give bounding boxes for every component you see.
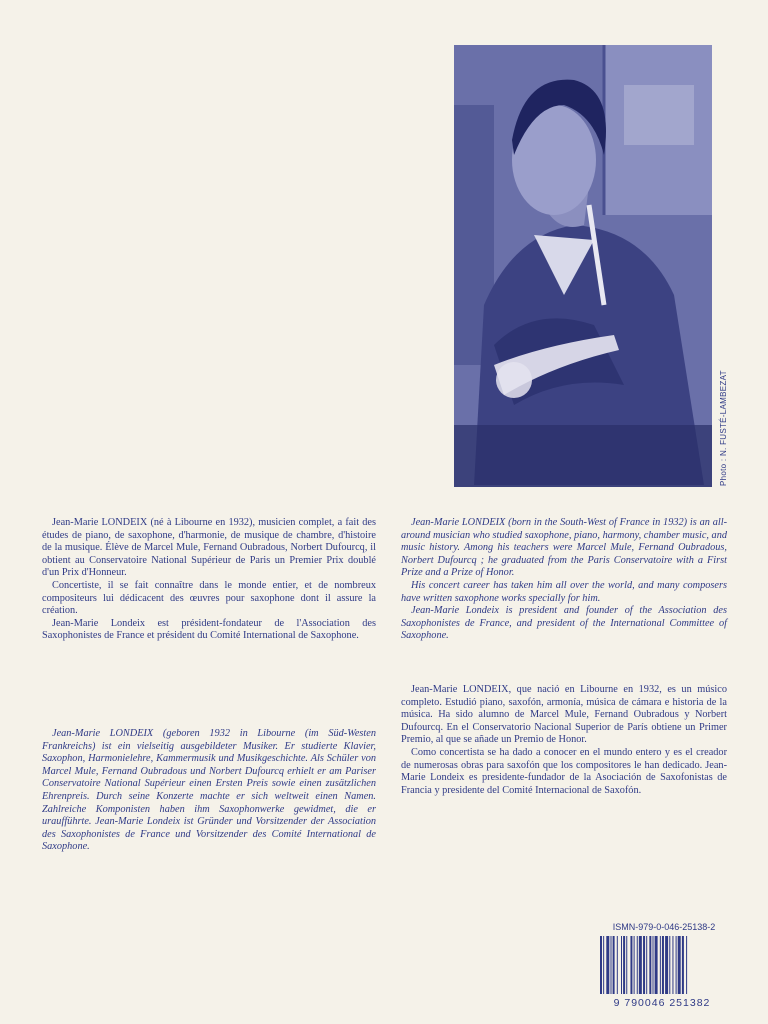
bio-paragraph: Jean-Marie LONDEIX (né à Libourne en 1932), musicien complet, a fait des études de piano, de saxophone, d'harmonie, de musique de chambre, d'histoire de la musique. Élève de Marcel Mule, Fernand Oubradous, Norbert Dufourcq, il obtient au Conservatoire National Supérieur de Paris un Premier Prix doublé d'un Prix d'Honneur. [42, 517, 376, 579]
bio-paragraph: Jean-Marie Londeix est président-fondateur de l'Association des Saxophonistes de France et président du Comité International de Saxophone. [42, 617, 376, 642]
bio-paragraph: Jean-Marie Londeix is president and founder of the Association des Saxophonistes de France, and president of the International Committee of Saxophone. [401, 605, 727, 642]
bio-french [42, 517, 376, 643]
barcode [598, 936, 730, 994]
bio-paragraph: Como concertista se ha dado a conocer en el mundo entero y es el creador de numerosas obras para saxofón que los compositores le han dedicado. Jean-Marie Londeix es presidente-fundador de la Asociación de Saxofonistas de Francia y presidente del Comité Internacional de Saxofón. [401, 746, 727, 796]
portrait-photo [454, 45, 712, 487]
saxophonist-portrait-illustration [454, 45, 712, 487]
bio-paragraph: Concertiste, il se fait connaître dans le monde entier, et de nombreux compositeurs lui dédicacent des œuvres pour saxophone dont il assure la création. [42, 579, 376, 617]
bio-paragraph: His concert career has taken him all over the world, and many composers have written saxophone works specially for him. [401, 579, 727, 604]
ismn-number: ISMN-979-0-046-25138-2 [612, 922, 716, 932]
bio-english [401, 517, 727, 643]
bio-paragraph: Jean-Marie LONDEIX, que nació en Libourne en 1932, es un músico completo. Estudió piano, saxofón, armonía, música de cámara e historia de la música. Ha sido alumno de Marcel Mule, Fernand Oubradous y Norbert Dufourcq. En el Conservatorio Nacional Superior de París obtiene un Primer Premio, al que se añade un Premio de Honor. [401, 684, 727, 746]
bio-paragraph: Jean-Marie LONDEIX (geboren 1932 in Libourne (im Süd-Westen Frankreichs) ist ein vielseitig ausgebildeter Musiker. Er studierte Klavier, Saxophon, Harmonielehre, Kammermusik und Musikgeschichte. Als Schüler von Marcel Mule, Fernand Oubradous und Norbert Dufourcq erhielt er am Pariser Conservatoire National Supérieur einen Ersten Preis sowie einen zusätzlichen Ehrenpreis. Durch seine Konzerte machte er sich weltweit einen Namen. Zahlreiche Komponisten haben ihm Saxophonwerke gewidmet, die er uraufführte. Jean-Marie Londeix ist Gründer und Vorsitzender der Association des Saxophonistes de France und Vorsitzender des Comité International de Saxophone. [42, 728, 376, 853]
barcode-digits: 9 790046 251382 [592, 997, 732, 1009]
bio-german [42, 728, 376, 854]
bio-spanish [401, 684, 727, 797]
photo-credit: Photo : N. FUSTÉ-LAMBEZAT [719, 370, 728, 486]
bio-paragraph: Jean-Marie LONDEIX (born in the South-West of France in 1932) is an all-around musician who studied saxophone, piano, harmony, chamber music, and music history. Among his teachers were Marcel Mule, Fernand Oubradous, Norbert Dufourcq ; he graduated from the Paris Conservatoire with a First Prize and a Prize of Honor. [401, 517, 727, 579]
